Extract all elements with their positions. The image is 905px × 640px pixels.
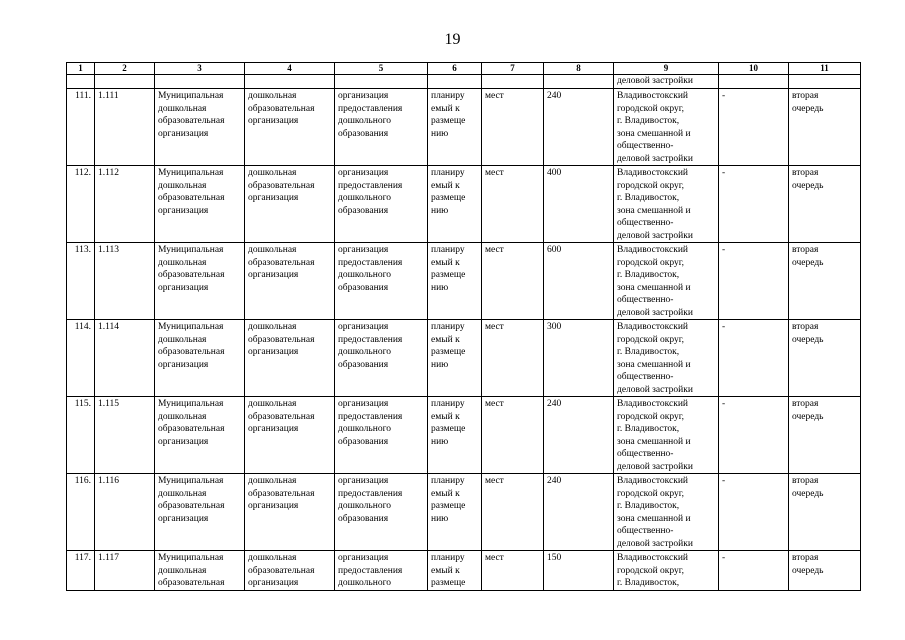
cell-line: образовательная [158,347,225,357]
cell-line: очередь [792,180,824,191]
cell-line: размеще [431,270,466,280]
cell-line: дошкольная [158,103,207,114]
cell-line: общественно- [617,526,674,536]
code-cell: 1.116 [95,474,155,551]
column-header: 2 [95,63,155,75]
row-number-cell: 112. [67,166,95,243]
row-number-cell: 113. [67,243,95,320]
cell-line: предоставления [338,180,403,191]
cell-line: планиру [431,245,465,255]
cell-line: Муниципальная [158,553,224,563]
cell-line: организация [248,578,299,588]
cell-line: планиру [431,553,465,563]
unit-cell: мест [482,320,544,397]
cell [789,75,861,89]
cell-line: деловой застройки [617,384,693,395]
cell-line: Владивостокский [617,399,688,409]
value-cell: 240 [544,89,614,166]
cell-line: организация [158,359,209,370]
cell-line: дошкольная [248,245,297,255]
purpose-cell [245,474,335,551]
cell-line: общественно- [617,218,674,228]
object-type-cell [155,243,245,320]
data-table [66,62,861,591]
object-type-cell [155,551,245,591]
column-header: 6 [428,63,482,75]
cell-line: очередь [792,257,824,268]
page-number: 19 [444,31,461,48]
cell-line: очередь [792,334,824,345]
cell [719,75,789,89]
cell-line: дошкольная [248,399,297,409]
cell-line: организация [338,476,389,486]
unit-cell: мест [482,89,544,166]
cell-line: Владивостокский [617,476,688,486]
location-cell [614,397,719,474]
cell-line: образования [338,436,389,447]
cell-line: дошкольного [338,424,391,434]
cell-line: деловой застройки [617,461,693,472]
cell-line: организация [338,399,389,409]
cell-line: дошкольная [158,565,207,576]
function-cell [335,166,428,243]
column-header: 3 [155,63,245,75]
cell-line: образовательная [248,257,315,268]
cell-line: размеще [431,347,466,357]
table-row [67,474,861,551]
column-header: 9 [614,63,719,75]
cell-line: городской округ, [617,565,684,576]
unit-cell: мест [482,474,544,551]
cell-line: дошкольного [338,116,391,126]
cell-line: деловой застройки [617,307,693,318]
purpose-cell [245,89,335,166]
cell-line: деловой застройки [617,153,693,164]
cell-line: образования [338,282,389,293]
object-type-cell [155,89,245,166]
cell-line: г. Владивосток, [617,501,680,511]
purpose-cell [245,166,335,243]
cell-line: дошкольная [158,180,207,191]
cell-line: общественно- [617,295,674,305]
cell-line: организация [338,322,389,332]
cell-line: образовательная [248,411,315,422]
purpose-cell [245,320,335,397]
cell-line: образовательная [158,424,225,434]
cell-line: организация [158,513,209,524]
zone-cell: - [719,320,789,397]
cell-line: городской округ, [617,411,684,422]
code-cell: 1.115 [95,397,155,474]
status-cell [428,89,482,166]
cell-line: очередь [792,103,824,114]
location-cell [614,243,719,320]
value-cell: 240 [544,474,614,551]
cell-line: образовательная [248,180,315,191]
cell-line: Владивостокский [617,168,688,178]
cell-line: организация [338,553,389,563]
unit-cell: мест [482,243,544,320]
cell-line: Владивостокский [617,553,688,563]
cell-line: дошкольного [338,501,391,511]
cell-line: нию [431,205,449,216]
cell-line: дошкольная [248,322,297,332]
cell-line: городской округ, [617,103,684,114]
cell-line: образовательная [248,334,315,345]
cell-line: организация [158,282,209,293]
cell-line: г. Владивосток, [617,270,680,280]
value-cell: 600 [544,243,614,320]
location-cell [614,474,719,551]
purpose-cell [245,551,335,591]
table-row [67,243,861,320]
cell-line: дошкольная [248,553,297,563]
cell-line: городской округ, [617,488,684,499]
cell-line: организация [248,501,299,511]
cell-line: нию [431,282,449,293]
zone-cell: - [719,551,789,591]
cell [67,75,95,89]
cell-line: размеще [431,193,466,203]
cell-line: дошкольного [338,578,391,588]
cell-line: Владивостокский [617,245,688,255]
cell-line: дошкольная [158,411,207,422]
cell-line: предоставления [338,488,403,499]
cell-line: зона смешанной и [617,205,691,216]
unit-cell: мест [482,397,544,474]
cell-line: г. Владивосток, [617,347,680,357]
cell-line: Муниципальная [158,168,224,178]
object-type-cell [155,166,245,243]
stage-cell [789,243,861,320]
cell-line: организация [248,347,299,357]
cell-line: зона смешанной и [617,128,691,139]
table-row [67,320,861,397]
column-header: 1 [67,63,95,75]
cell-line: организация [248,116,299,126]
cell [335,75,428,89]
function-cell [335,89,428,166]
cell-line: образовательная [158,116,225,126]
cell-line: размеще [431,424,466,434]
location-cell [614,166,719,243]
cell-line: организация [158,436,209,447]
purpose-cell [245,243,335,320]
cell-line: емый к [431,180,460,191]
zone-cell: - [719,89,789,166]
continuation-row [67,75,861,89]
cell [95,75,155,89]
cell-line: вторая [792,245,819,255]
cell-line: г. Владивосток, [617,193,680,203]
code-cell: 1.113 [95,243,155,320]
cell-line: очередь [792,411,824,422]
value-cell: 240 [544,397,614,474]
column-header: 10 [719,63,789,75]
status-cell [428,243,482,320]
cell-line: размеще [431,501,466,511]
zone-cell: - [719,166,789,243]
unit-cell: мест [482,166,544,243]
cell-line: г. Владивосток, [617,424,680,434]
cell-line: Муниципальная [158,322,224,332]
cell-line: организация [248,424,299,434]
function-cell [335,243,428,320]
location-cell [614,320,719,397]
table-row [67,551,861,591]
stage-cell [789,474,861,551]
cell-line: дошкольная [158,257,207,268]
cell-line: вторая [792,91,819,101]
cell-line: городской округ, [617,180,684,191]
cell-line: городской округ, [617,334,684,345]
cell-line: емый к [431,257,460,268]
table-row [67,397,861,474]
cell-line: образовательная [248,565,315,576]
cell-line: очередь [792,488,824,499]
column-header: 5 [335,63,428,75]
cell-line: Владивостокский [617,91,688,101]
cell-line: организация [338,168,389,178]
column-header: 8 [544,63,614,75]
cell [544,75,614,89]
cell-line: деловой застройки [617,230,693,241]
cell-line: образовательная [158,270,225,280]
cell-line: образования [338,513,389,524]
object-type-cell [155,397,245,474]
purpose-cell [245,397,335,474]
row-number-cell: 111. [67,89,95,166]
stage-cell [789,551,861,591]
cell-line: планиру [431,322,465,332]
column-header: 4 [245,63,335,75]
cell-line: планиру [431,168,465,178]
cell-line: нию [431,359,449,370]
cell-line: нию [431,513,449,524]
zone-cell: - [719,243,789,320]
object-type-cell [155,474,245,551]
row-number-cell: 117. [67,551,95,591]
value-cell: 150 [544,551,614,591]
cell-line: емый к [431,103,460,114]
cell-line: Владивостокский [617,322,688,332]
cell-line: Муниципальная [158,91,224,101]
function-cell [335,551,428,591]
cell-line: организация [158,128,209,139]
cell-line: дошкольная [158,334,207,345]
row-number-cell: 115. [67,397,95,474]
cell-line: образовательная [158,501,225,511]
status-cell [428,166,482,243]
cell-line: предоставления [338,565,403,576]
cell-line: дошкольного [338,193,391,203]
cell-line: общественно- [617,141,674,151]
cell-line: образования [338,205,389,216]
cell-line: планиру [431,91,465,101]
value-cell: 400 [544,166,614,243]
header-row [67,63,861,75]
cell-line: дошкольная [248,168,297,178]
stage-cell [789,320,861,397]
function-cell [335,320,428,397]
cell-line: нию [431,436,449,447]
cell [428,75,482,89]
table-row [67,166,861,243]
cell-line: г. Владивосток, [617,116,680,126]
cell-line: Муниципальная [158,245,224,255]
cell-line: дошкольная [248,91,297,101]
table-row [67,89,861,166]
cell-line: образовательная [248,103,315,114]
cell-line: образовательная [158,193,225,203]
function-cell [335,397,428,474]
cell-line: вторая [792,168,819,178]
code-cell: 1.117 [95,551,155,591]
cell-line: организация [338,245,389,255]
zone-cell: - [719,474,789,551]
cell-line: вторая [792,322,819,332]
row-number-cell: 114. [67,320,95,397]
cell-line: вторая [792,399,819,409]
location-cell [614,89,719,166]
location-cell [614,551,719,591]
cell-line: дошкольного [338,270,391,280]
status-cell [428,474,482,551]
cell-line: вторая [792,553,819,563]
unit-cell: мест [482,551,544,591]
cell-line: дошкольная [158,488,207,499]
cell-line: предоставления [338,103,403,114]
cell-line: образования [338,359,389,370]
cell-line: планиру [431,399,465,409]
column-header: 11 [789,63,861,75]
status-cell [428,551,482,591]
cell-line: дошкольного [338,347,391,357]
zone-cell: - [719,397,789,474]
cell-line: зона смешанной и [617,282,691,293]
cell-line: планиру [431,476,465,486]
cell-line: г. Владивосток, [617,578,680,588]
cell-line: зона смешанной и [617,436,691,447]
cell-line: общественно- [617,372,674,382]
cell-line: образовательная [158,578,225,588]
stage-cell [789,397,861,474]
cell [482,75,544,89]
cell-line: деловой застройки [617,538,693,549]
stage-cell [789,166,861,243]
cell-line: предоставления [338,411,403,422]
cell-line: размеще [431,116,466,126]
cell-line: размеще [431,578,466,588]
cell-line: образовательная [248,488,315,499]
cell-line: емый к [431,565,460,576]
cell-line: зона смешанной и [617,359,691,370]
cell-line: Муниципальная [158,476,224,486]
column-header: 7 [482,63,544,75]
cell-line: зона смешанной и [617,513,691,524]
row-number-cell: 116. [67,474,95,551]
cell-line: организация [158,205,209,216]
cell-line: нию [431,128,449,139]
cell [245,75,335,89]
cell-line: емый к [431,488,460,499]
cell [155,75,245,89]
cell-line: общественно- [617,449,674,459]
cell-line: емый к [431,334,460,345]
cell-line: Муниципальная [158,399,224,409]
stage-cell [789,89,861,166]
cell-line: городской округ, [617,257,684,268]
cell-line: организация [248,193,299,203]
object-type-cell [155,320,245,397]
cell-line: организация [248,270,299,280]
code-cell: 1.114 [95,320,155,397]
status-cell [428,397,482,474]
location-cell: деловой застройки [614,75,719,89]
cell-line: предоставления [338,334,403,345]
cell-line: дошкольная [248,476,297,486]
cell-line: предоставления [338,257,403,268]
cell-line: емый к [431,411,460,422]
cell-line: организация [338,91,389,101]
status-cell [428,320,482,397]
code-cell: 1.112 [95,166,155,243]
function-cell [335,474,428,551]
cell-line: вторая [792,476,819,486]
cell-line: образования [338,128,389,139]
code-cell: 1.111 [95,89,155,166]
value-cell: 300 [544,320,614,397]
cell-line: очередь [792,565,824,576]
